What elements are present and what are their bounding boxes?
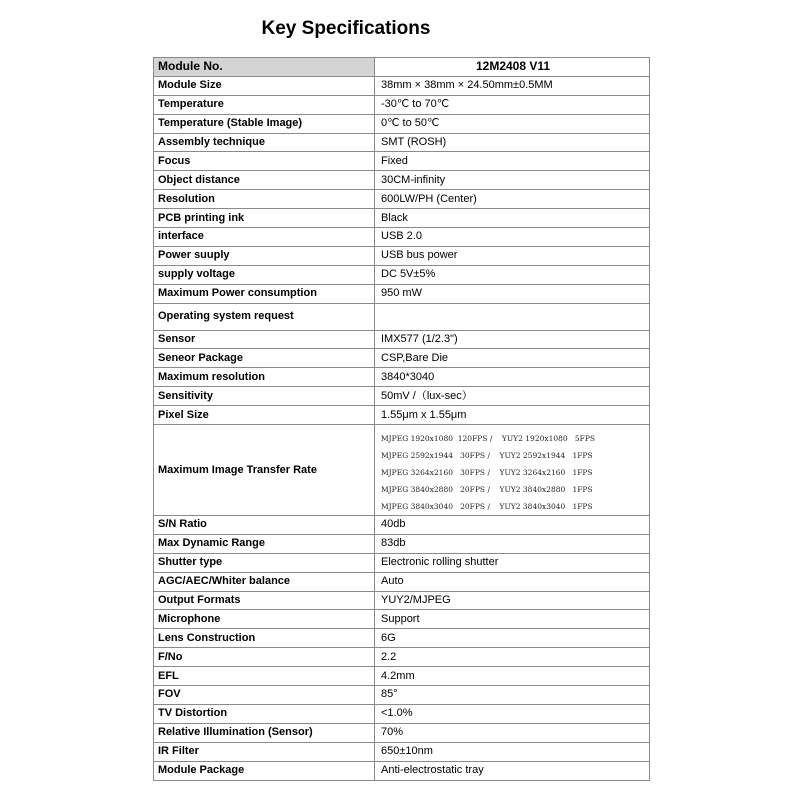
table-row: [154, 387, 650, 406]
table-row: [154, 171, 650, 190]
table-row: [154, 648, 650, 667]
spec-value-cell: 0℃ to 50℃: [375, 114, 650, 133]
spec-label-cell: supply voltage: [154, 265, 375, 284]
spec-value-cell: Electronic rolling shutter: [375, 553, 650, 572]
spec-value-cell: 83db: [375, 534, 650, 553]
spec-label-cell: Maximum Power consumption: [154, 284, 375, 303]
table-row: [154, 516, 650, 535]
table-row: [154, 629, 650, 648]
table-row: [154, 686, 650, 705]
table-row: [154, 303, 650, 330]
table-row: [154, 265, 650, 284]
spec-value-cell: <1.0%: [375, 704, 650, 723]
spec-value-cell: 50mV /（lux-sec）: [375, 387, 650, 406]
header-value-cell: 12M2408 V11: [375, 58, 650, 77]
spec-value-cell: 40db: [375, 516, 650, 535]
table-row: [154, 572, 650, 591]
spec-value-cell: 70%: [375, 723, 650, 742]
table-row: [154, 246, 650, 265]
spec-value-cell: 650±10nm: [375, 742, 650, 761]
spec-label-cell: Temperature: [154, 95, 375, 114]
spec-label-cell: Microphone: [154, 610, 375, 629]
spec-label-cell: Sensor: [154, 330, 375, 349]
spec-value-cell: 4.2mm: [375, 667, 650, 686]
page-title: Key Specifications: [261, 18, 431, 39]
header-label-cell: Module No.: [154, 58, 375, 77]
spec-value-cell: Fixed: [375, 152, 650, 171]
table-row: [154, 114, 650, 133]
table-row: [154, 76, 650, 95]
spec-label-cell: Operating system request: [154, 303, 375, 330]
table-row: [154, 425, 650, 516]
table-row: [154, 284, 650, 303]
spec-value-cell: IMX577 (1/2.3"): [375, 330, 650, 349]
spec-value-cell: 85°: [375, 686, 650, 705]
table-row: [154, 95, 650, 114]
spec-label-cell: IR Filter: [154, 742, 375, 761]
transfer-rate-line: MJPEG 3264x2160 30FPS / YUY2 3264x2160 1FPS: [381, 467, 593, 477]
spec-value-cell: -30℃ to 70℃: [375, 95, 650, 114]
spec-value-cell: 2.2: [375, 648, 650, 667]
spec-label-cell: PCB printing ink: [154, 209, 375, 228]
table-row: [154, 190, 650, 209]
table-row: [154, 534, 650, 553]
spec-value-cell: SMT (ROSH): [375, 133, 650, 152]
spec-label-cell: Module Package: [154, 761, 375, 780]
spec-label-cell: Seneor Package: [154, 349, 375, 368]
spec-value-cell: 38mm × 38mm × 24.50mm±0.5MM: [375, 76, 650, 95]
spec-value-cell: YUY2/MJPEG: [375, 591, 650, 610]
transfer-rate-line: MJPEG 3840x2880 20FPS / YUY2 3840x2880 1FPS: [381, 484, 593, 494]
spec-value-cell: Support: [375, 610, 650, 629]
spec-label-cell: Assembly technique: [154, 133, 375, 152]
spec-label-cell: Focus: [154, 152, 375, 171]
spec-label-cell: Shutter type: [154, 553, 375, 572]
spec-label-cell: Relative Illumination (Sensor): [154, 723, 375, 742]
spec-label-cell: Lens Construction: [154, 629, 375, 648]
spec-value-cell: DC 5V±5%: [375, 265, 650, 284]
spec-value-cell: Black: [375, 209, 650, 228]
transfer-rate-line: MJPEG 3840x3040 20FPS / YUY2 3840x3040 1FPS: [381, 501, 593, 511]
spec-label-cell: Temperature (Stable Image): [154, 114, 375, 133]
spec-table-body: [154, 58, 650, 781]
spec-value-cell: 1.55μm x 1.55μm: [375, 406, 650, 425]
spec-label-cell: Sensitivity: [154, 387, 375, 406]
table-row: [154, 133, 650, 152]
table-row: [154, 761, 650, 780]
table-row: [154, 553, 650, 572]
spec-label-cell: Resolution: [154, 190, 375, 209]
transfer-rate-line: MJPEG 2592x1944 30FPS / YUY2 2592x1944 1FPS: [381, 450, 593, 460]
spec-label-cell: TV Distortion: [154, 704, 375, 723]
spec-value-cell: Auto: [375, 572, 650, 591]
spec-value-cell: USB bus power: [375, 246, 650, 265]
transfer-rate-line: MJPEG 1920x1080 120FPS / YUY2 1920x1080 5FPS: [381, 433, 595, 443]
table-header-row: [154, 58, 650, 77]
table-row: [154, 406, 650, 425]
spec-value-cell: 3840*3040: [375, 368, 650, 387]
transfer-rate-cell: [375, 425, 650, 516]
spec-label-cell: Power suuply: [154, 246, 375, 265]
spec-value-cell: CSP,Bare Die: [375, 349, 650, 368]
transfer-rate-list: [381, 426, 645, 515]
spec-label-cell: Maximum resolution: [154, 368, 375, 387]
table-row: [154, 330, 650, 349]
spec-value-cell: Anti-electrostatic tray: [375, 761, 650, 780]
spec-value-cell: [375, 303, 650, 330]
spec-value-cell: 600LW/PH (Center): [375, 190, 650, 209]
table-row: [154, 228, 650, 247]
spec-label-cell: Pixel Size: [154, 406, 375, 425]
spec-label-cell: Object distance: [154, 171, 375, 190]
spec-label-cell: FOV: [154, 686, 375, 705]
spec-label-cell: Max Dynamic Range: [154, 534, 375, 553]
spec-label-cell: EFL: [154, 667, 375, 686]
table-row: [154, 667, 650, 686]
spec-label-cell: interface: [154, 228, 375, 247]
table-row: [154, 610, 650, 629]
spec-label-cell: Module Size: [154, 76, 375, 95]
spec-label-cell: F/No: [154, 648, 375, 667]
spec-label-cell: AGC/AEC/Whiter balance: [154, 572, 375, 591]
spec-value-cell: 950 mW: [375, 284, 650, 303]
spec-value-cell: 6G: [375, 629, 650, 648]
table-row: [154, 368, 650, 387]
table-row: [154, 209, 650, 228]
spec-label-cell: S/N Ratio: [154, 516, 375, 535]
table-row: [154, 723, 650, 742]
spec-value-cell: USB 2.0: [375, 228, 650, 247]
table-row: [154, 742, 650, 761]
spec-value-cell: 30CM-infinity: [375, 171, 650, 190]
spec-table: [153, 57, 650, 781]
table-row: [154, 349, 650, 368]
spec-label-cell: Output Formats: [154, 591, 375, 610]
table-row: [154, 591, 650, 610]
table-row: [154, 152, 650, 171]
table-row: [154, 704, 650, 723]
spec-label-cell: Maximum Image Transfer Rate: [154, 425, 375, 516]
